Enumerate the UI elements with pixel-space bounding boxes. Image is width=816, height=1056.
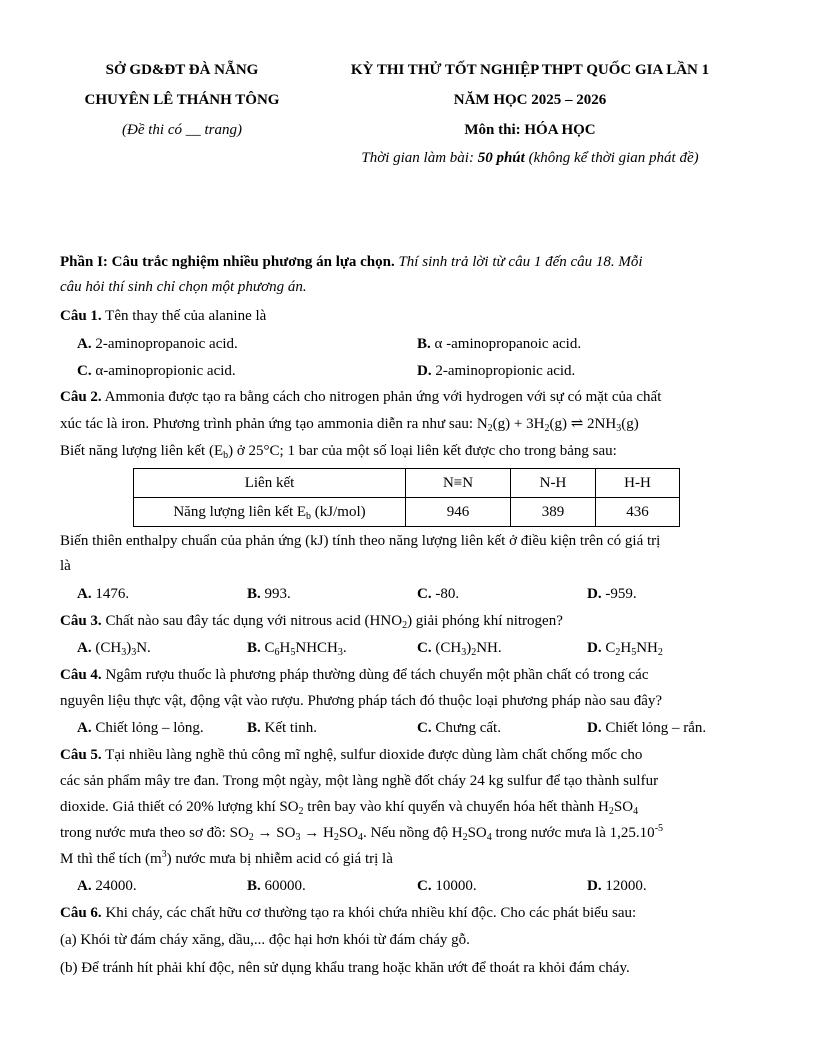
table-header-cell: N≡N [406,469,511,498]
q2-option-c[interactable]: C. -80. [417,586,460,602]
table-cell: 946 [406,498,511,527]
q1-option-c[interactable]: C. α-aminopropionic acid. [77,363,236,379]
table-header-cell: N-H [511,469,596,498]
q1-option-b[interactable]: B. α -aminopropanoic acid. [417,336,582,352]
question-1: Câu 1. Tên thay thế của alanine là [60,308,267,324]
q2-question-text-end: là [60,558,71,574]
question-6: Câu 6. Khi cháy, các chất hữu cơ thường tạo ra khói chứa nhiều khí độc. Cho các phát biểu sau: [60,905,637,921]
q5-text-line3: dioxide. Giả thiết có 20% lượng khí $SO_2$ trên bay vào khí quyển và chuyển hóa hết thành $H_2SO_4$ [60,799,639,817]
bond-energy-table [133,468,680,527]
q5-option-d[interactable]: D. 12000. [587,878,647,894]
q2-option-d[interactable]: D. -959. [587,586,637,602]
q4-option-b[interactable]: B. Kết tinh. [247,720,318,736]
q1-option-a[interactable]: A. 2-aminopropanoic acid. [77,336,238,352]
q4-option-c[interactable]: C. Chưng cất. [417,720,501,736]
q2-question-text: Biến thiên enthalpy chuẩn của phản ứng (kJ) tính theo năng lượng liên kết ở điều kiện trên có giá trị [60,533,661,549]
table-header-cell: Liên kết [134,469,406,498]
q2-option-a[interactable]: A. 1476. [77,586,130,602]
q5-option-b[interactable]: B. 60000. [247,878,306,894]
q3-option-a[interactable]: A. $(CH_3)_3N$. [77,640,151,658]
q2-equation-line: xúc tác là iron. Phương trình phản ứng tạo ammonia diễn ra như sau: $N_2(g) + 3H_2(g)$ ⇌ $2NH_3(g)$ [60,416,639,434]
q3-option-b[interactable]: B. $C_6H_5NHCH_3$. [247,640,347,658]
table-header-cell: H-H [596,469,680,498]
q2-option-b[interactable]: B. 993. [247,586,291,602]
exam-title: KỲ THI THỬ TỐT NGHIỆP THPT QUỐC GIA LẦN 1 [350,62,710,78]
q6-statement-a: (a) Khói từ đám cháy xăng, dầu,... độc hại hơn khói từ đám cháy gỗ. [60,932,470,948]
table-cell: 436 [596,498,680,527]
table-cell: Năng lượng liên kết $E_b$ (kJ/mol) [134,498,406,527]
q5-option-a[interactable]: A. 24000. [77,878,137,894]
question-4: Câu 4. Ngâm rượu thuốc là phương pháp thường dùng để tách chuyển một phần chất có trong các [60,667,649,683]
part1-instruction: câu hỏi thí sinh chỉ chọn một phương án. [60,279,307,295]
school-dept: SỞ GD&ĐT ĐÀ NẴNG [105,62,259,78]
part1-heading: Phần I: Câu trắc nghiệm nhiều phương án lựa chọn. Thí sinh trả lời từ câu 1 đến câu 18. Mỗi [60,254,643,270]
school-year: NĂM HỌC 2025 – 2026 [453,92,607,108]
q1-option-d[interactable]: D. 2-aminopropionic acid. [417,363,576,379]
school-name: CHUYÊN LÊ THÁNH TÔNG [84,92,280,108]
q4-text-cont: nguyên liệu thực vật, động vật vào rượu. Phương pháp tách đó thuộc loại phương pháp nào sau đây? [60,693,663,709]
question-2: Câu 2. Ammonia được tạo ra bằng cách cho nitrogen phản ứng với hydrogen với sự có mặt của chất [60,389,662,405]
q5-text-line2: các sản phẩm mây tre đan. Trong một ngày, một làng nghề đốt cháy 24 kg sulfur để tạo thành sulfur [60,773,659,789]
q2-equation: $N_2(g) + 3H_2(g)$ ⇌ $2NH_3(g)$ [476,416,639,434]
table-row [134,469,680,498]
q6-statement-b: (b) Để tránh hít phải khí độc, nên sử dụng khẩu trang hoặc khăn ướt để thoát ra khỏi đám cháy. [60,960,630,976]
q5-option-c[interactable]: C. 10000. [417,878,477,894]
q2-bond-energy-intro: Biết năng lượng liên kết $(E_b)$ ở 25°C; 1 bar của một số loại liên kết được cho trong bảng sau: [60,443,617,461]
q4-option-a[interactable]: A. Chiết lỏng – lỏng. [77,720,204,736]
q3-option-d[interactable]: D. $C_2H_5NH_2$ [587,640,663,658]
question-5: Câu 5. Tại nhiều làng nghề thủ công mĩ nghệ, sulfur dioxide được dùng làm chất chống mốc cho [60,747,643,763]
q3-option-c[interactable]: C. $(CH_3)_2NH$. [417,640,502,658]
question-3: Câu 3. Chất nào sau đây tác dụng với nitrous acid $(HNO_2)$ giải phóng khí nitrogen? [60,613,563,631]
q5-text-line5: M thì thể tích $(m^3)$ nước mưa bị nhiễm acid có giá trị là [60,849,393,867]
page-count-note: (Đề thi có __ trang) [122,122,242,138]
table-cell: 389 [511,498,596,527]
subject: Môn thi: HÓA HỌC [464,122,596,138]
q5-text-line4: trong nước mưa theo sơ đồ: $SO_2 \to SO_3 \to H_2SO_4$. Nếu nồng độ $H_2SO_4$ trong nước mưa là $1,25.10^{-5}$ [60,823,664,843]
table-row [134,498,680,527]
q4-option-d[interactable]: D. Chiết lỏng – rắn. [587,720,707,736]
time-info: Thời gian làm bài: 50 phút (không kể thời gian phát đề) [361,150,699,166]
